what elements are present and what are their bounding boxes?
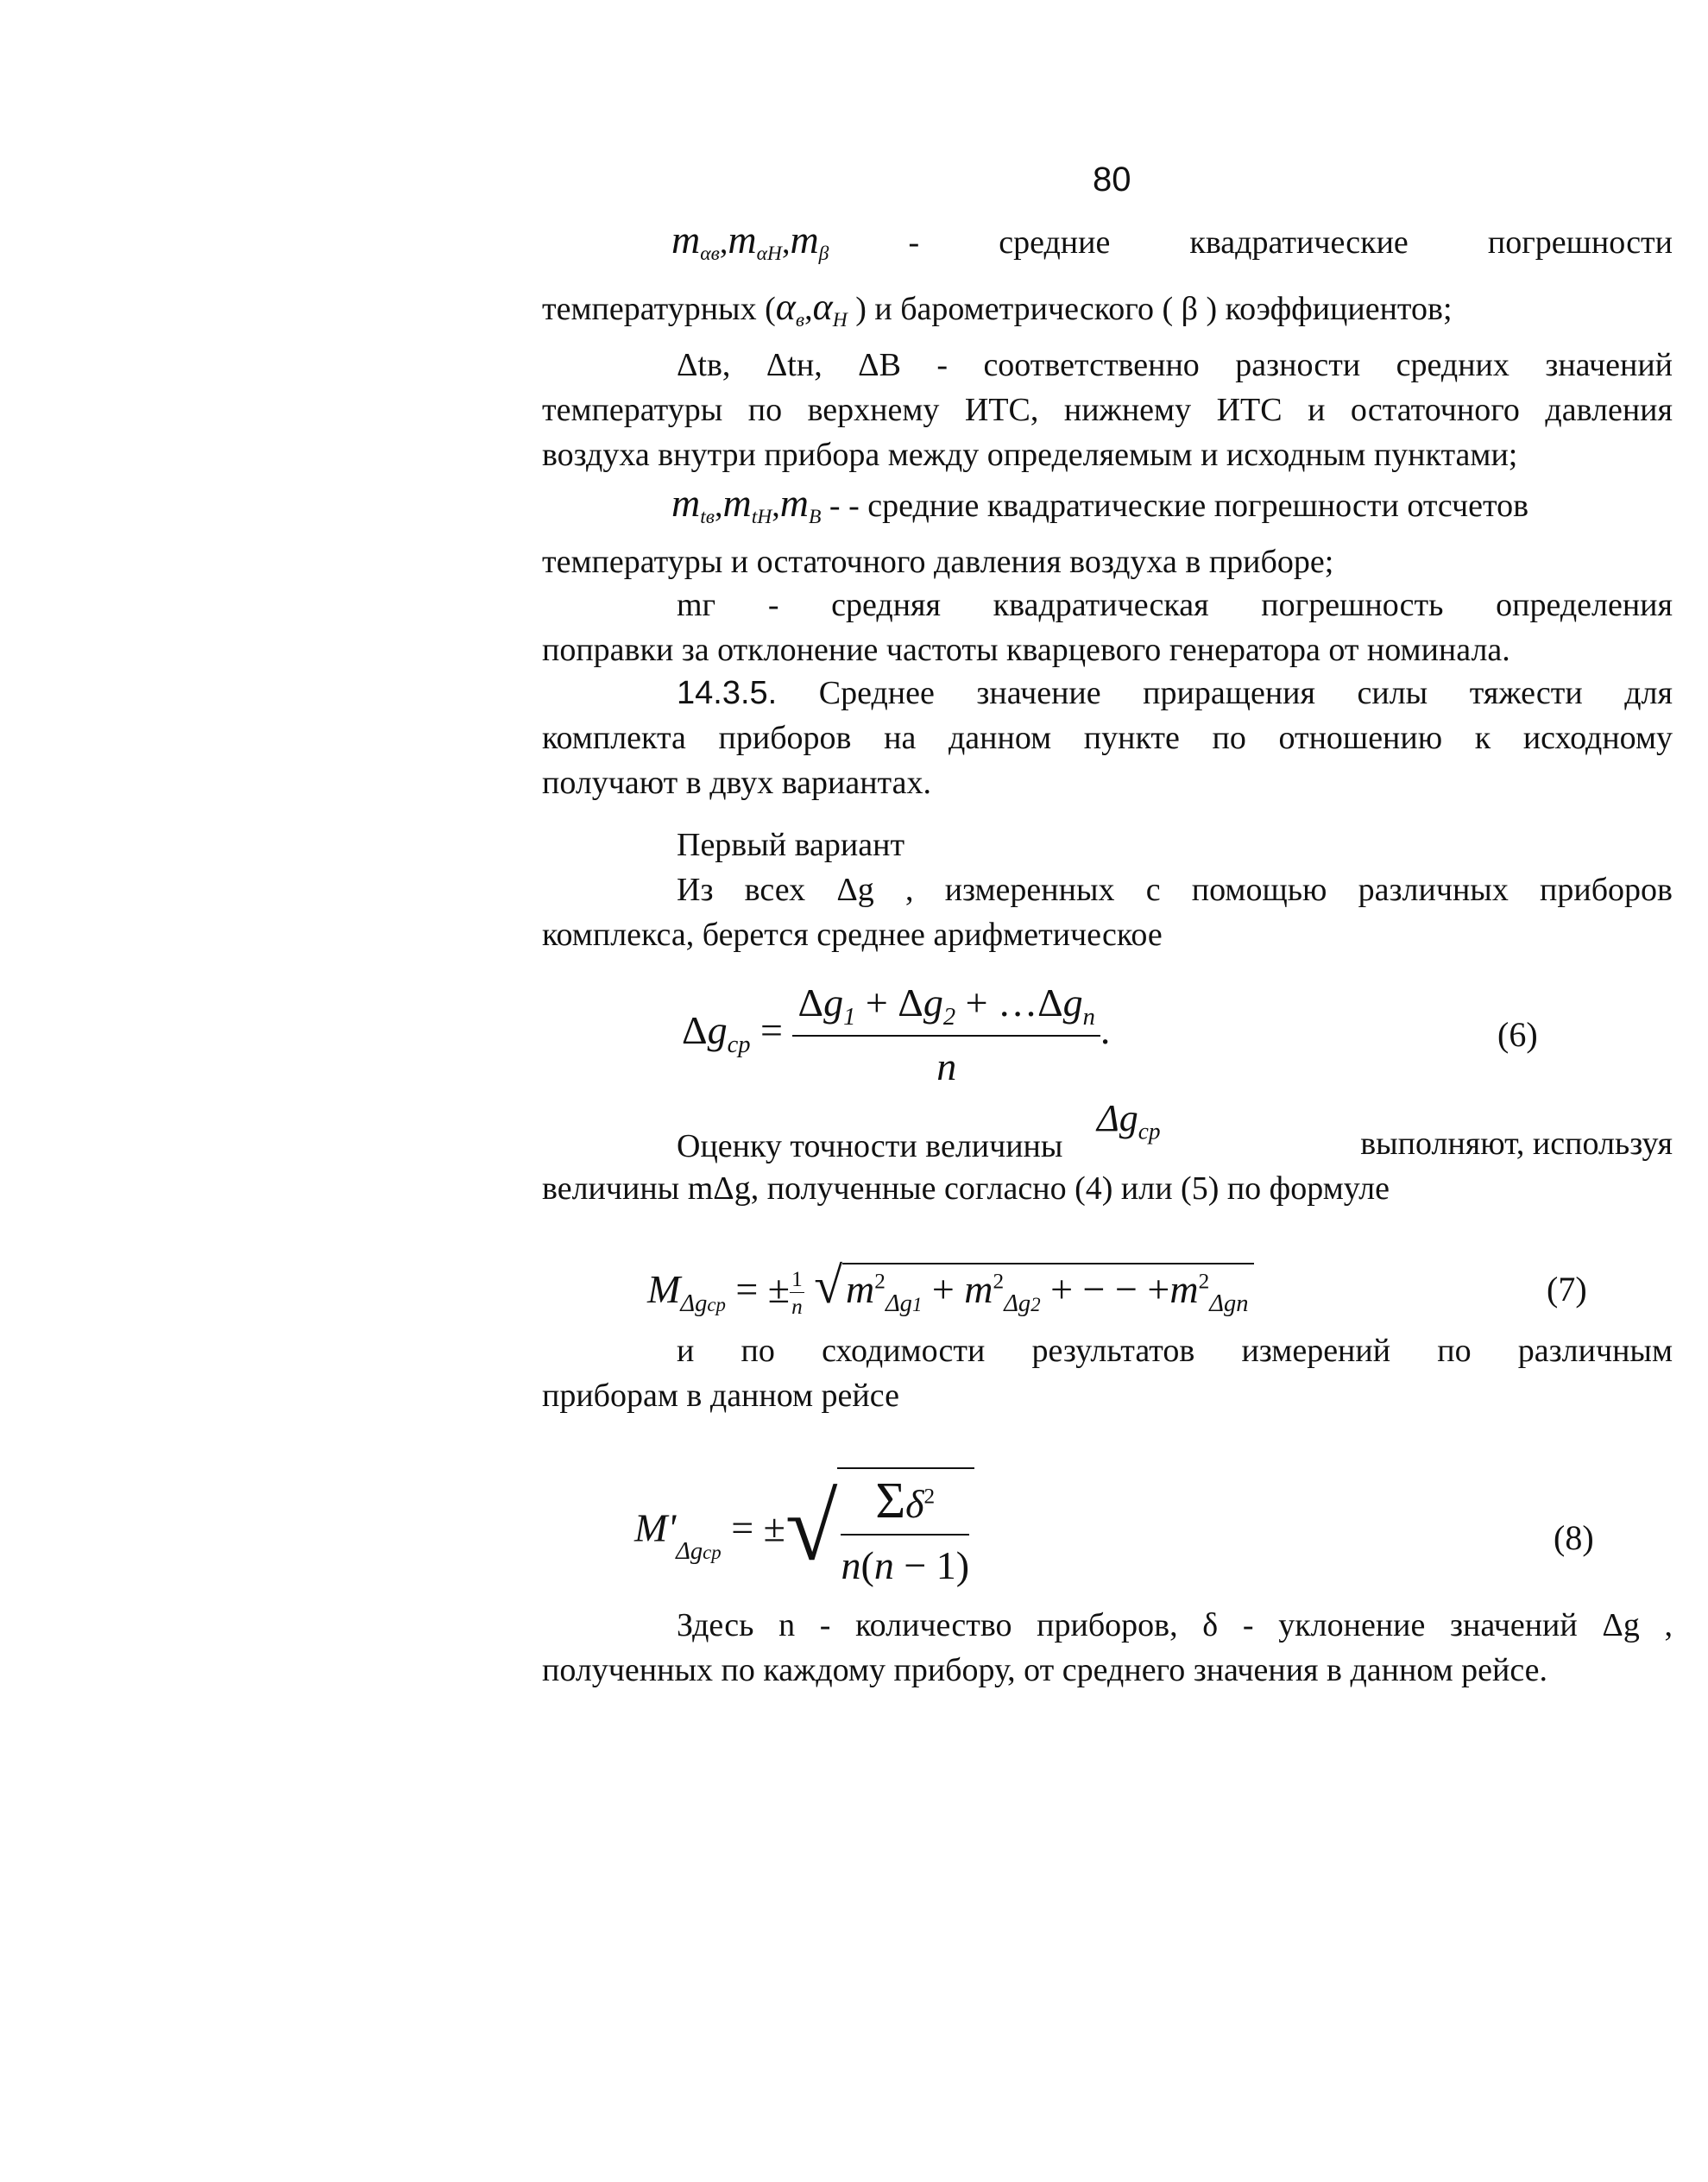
paragraph-9-line-2: приборам в данном рейсе xyxy=(542,1378,899,1414)
paragraph-4-line-1: mг - средняя квадратическая погрешность определения xyxy=(677,587,1673,623)
formula-8: $M'_{\Delta gср}$ = ±√ $\frac{\Sigma\delta^2}{n(n - 1)}$ xyxy=(634,1467,974,1588)
equation-number-8: (8) xyxy=(1554,1518,1594,1557)
formula-7-radicand: $m^2_{\Delta g1} + m^2_{\Delta g2}$ + − − $+m^2_{\Delta gn}$ xyxy=(842,1263,1253,1318)
paragraph-5-line-2: комплекта приборов на данном пункте по отношению к исходному xyxy=(542,720,1673,756)
section-number: 14.3.5. xyxy=(677,675,778,711)
inline-delta-g-avg: $\Delta g_{ср}$ xyxy=(1096,1097,1161,1145)
equation-number-7: (7) xyxy=(1547,1270,1587,1309)
formula-6-fraction: $\frac{\Delta g_1 + \Delta g_2 + \dots\Delta g_n}{n}$ xyxy=(792,980,1100,1089)
paragraph-3-line-1 xyxy=(542,481,1673,539)
formula-7: $M_{\Delta gср}$ = ± $\frac{1}{n}$ $√m^2_{\Delta g1} + m^2_{\Delta g2}$ + − − $+m^2_{\Delta gn}$ xyxy=(647,1256,1254,1320)
paragraph-8-line-2: величины mΔg, полученные согласно (4) или (5) по формуле xyxy=(542,1170,1390,1207)
paragraph-5-line-1: 14.3.5. Среднее значение приращения силы тяжести для xyxy=(677,675,1673,711)
paragraph-10-line-1: Здесь n - количество приборов, δ - уклонение значений Δg , xyxy=(677,1607,1673,1643)
paragraph-9-line-1: и по сходимости результатов измерений по различным xyxy=(677,1333,1673,1369)
formula-6: $\Delta g_{ср}$ = $\frac{\Delta g_1 + \Delta g_2 + \dots\Delta g_n}{n}$ . xyxy=(682,981,1111,1088)
formula-8-radicand: $\frac{\Sigma\delta^2}{n(n - 1)}$ xyxy=(837,1467,974,1588)
paragraph-8-line-1: Оценку точности величины $\Delta g_{ср}$ выполняют, используя xyxy=(677,1097,1673,1164)
symbols-m-t: $m_{tв},m_{tH},m_B$ xyxy=(671,481,822,529)
paragraph-1-line-2: температурных ($\alpha_в,\alpha_H$ ) и барометрического ( β ) коэффициентов; xyxy=(542,286,1453,332)
paragraph-4-line-2: поправки за отклонение частоты кварцевого генератора от номинала. xyxy=(542,632,1510,668)
paragraph-7-line-1: Из всех Δg , измеренных с помощью различных приборов xyxy=(677,872,1673,908)
paragraph-2-line-3: воздуха внутри прибора между определяемым и исходным пунктами; xyxy=(542,437,1518,473)
paragraph-5-line-3: получают в двух вариантах. xyxy=(542,765,931,801)
paragraph-2-line-1: Δtв, Δtн, ΔB - соответственно разности средних значений xyxy=(677,347,1673,383)
paragraph-3-line-2: температуры и остаточного давления воздуха в приборе; xyxy=(542,544,1334,580)
section-heading-first-variant: Первый вариант xyxy=(677,827,905,863)
page-number: 80 xyxy=(1093,161,1131,199)
paragraph-1-text-1: - средние квадратические погрешности xyxy=(908,224,1673,261)
paragraph-7-line-2: комплекса, берется среднее арифметическое xyxy=(542,917,1163,953)
paragraph-10-line-2: полученных по каждому прибору, от среднего значения в данном рейсе. xyxy=(542,1652,1548,1688)
equation-number-6: (6) xyxy=(1497,1015,1538,1054)
symbols-m-alpha: $m_{\alpha в},m_{\alpha H},m_\beta$ xyxy=(671,218,829,266)
paragraph-2-line-2: температуры по верхнему ИТС, нижнему ИТС и остаточного давления xyxy=(542,392,1673,428)
paragraph-1-line-1 xyxy=(542,218,1673,276)
paragraph-3-text-1: - - средние квадратические погрешности отсчетов xyxy=(829,488,1529,524)
